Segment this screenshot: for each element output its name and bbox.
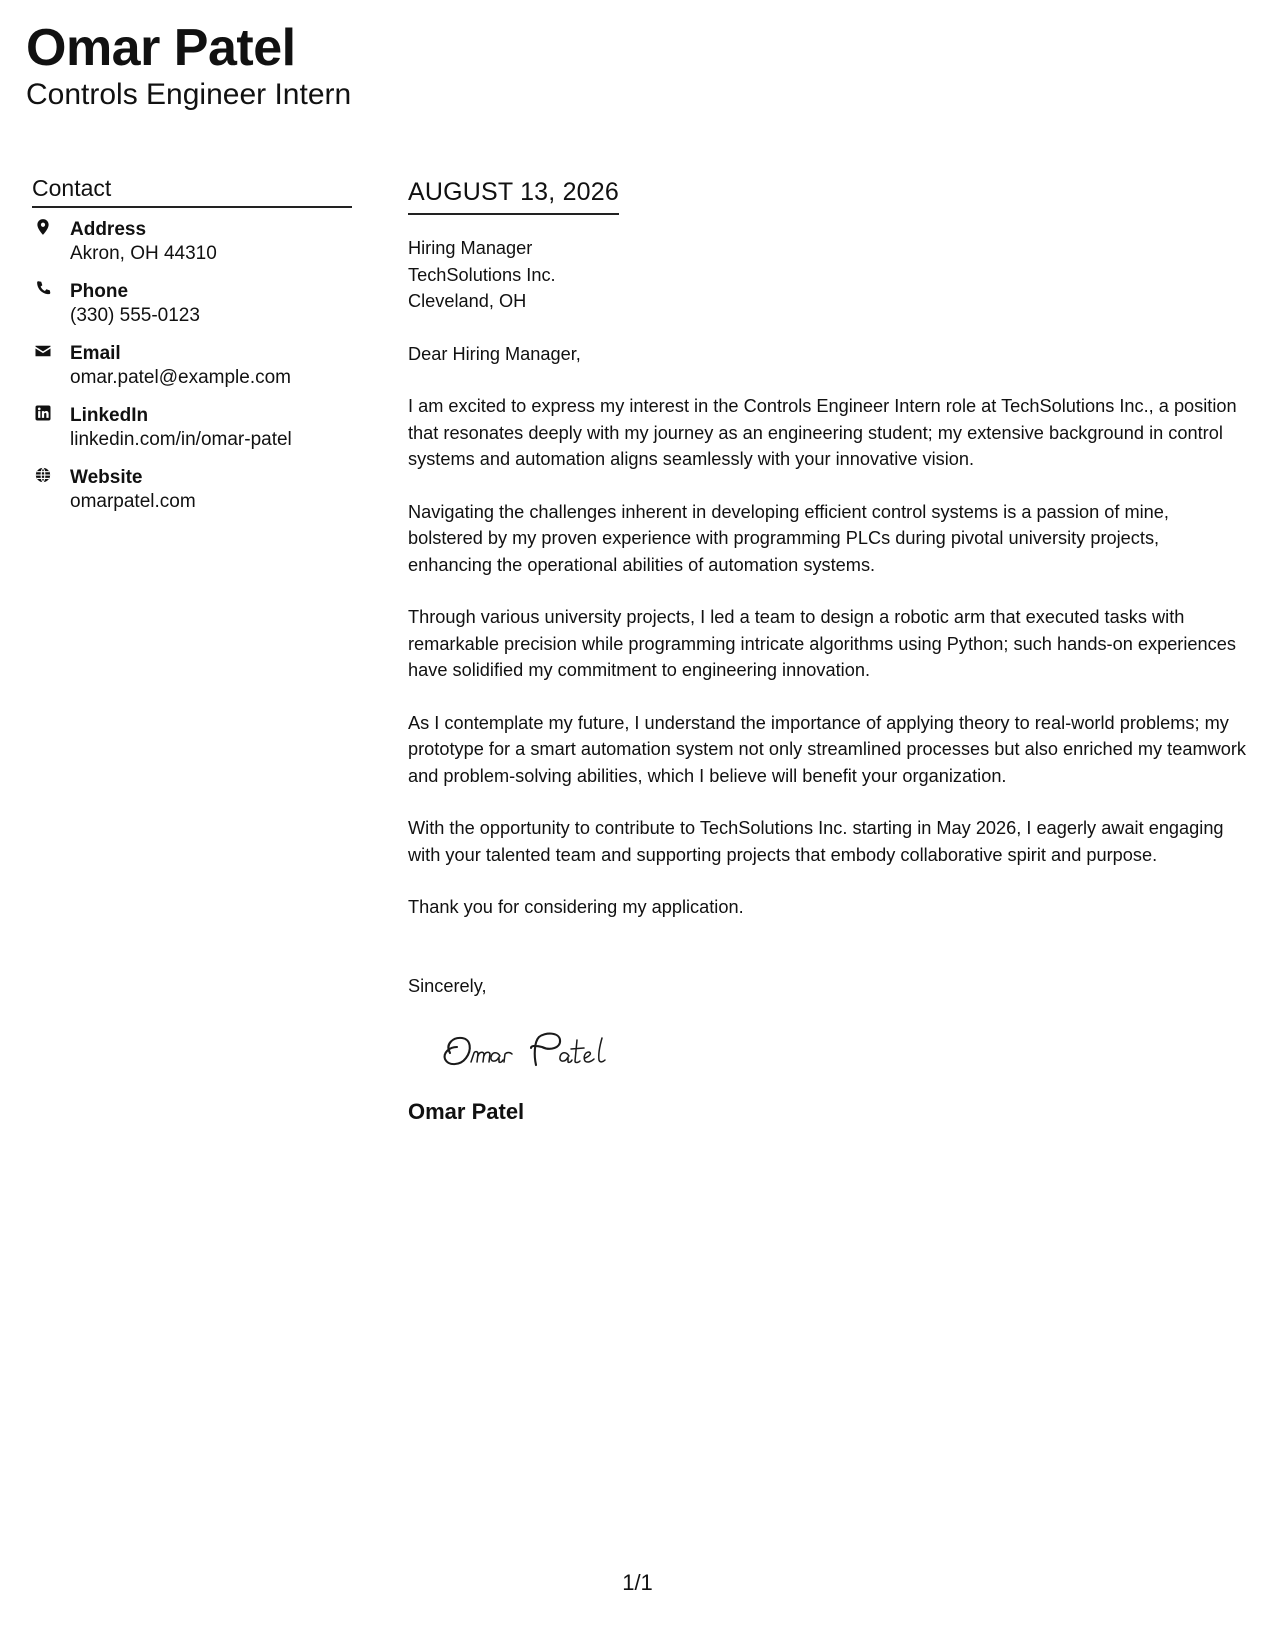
letter-paragraph: As I contemplate my future, I understand the importance of applying theory to real-world problems; my prototype for a smart automation system not only streamlined processes but also enriched my teamwork and problem-solving abilities, which I believe will benefit your organization. [408, 712, 1247, 786]
contact-item-website [32, 466, 352, 514]
contact-sidebar [32, 177, 352, 528]
contact-item-address [32, 218, 352, 266]
contact-label: LinkedIn [70, 405, 149, 426]
recipient-block [408, 235, 1248, 315]
letter-paragraph: With the opportunity to contribute to TechSolutions Inc. starting in May 2026, I eagerly await engaging with your talented team and supporting projects that embody collaborative spirit and purpose. [408, 818, 1224, 865]
phone-icon [34, 280, 52, 298]
closing: Sincerely, [408, 975, 487, 996]
salutation: Dear Hiring Manager, [408, 343, 581, 364]
contact-heading: Contact [32, 177, 352, 208]
contact-label: Email [70, 343, 121, 364]
signer-name: Omar Patel [408, 1099, 525, 1124]
contact-item-email [32, 342, 352, 390]
linkedin-link[interactable]: linkedin.com/in/omar-patel [70, 429, 292, 450]
contact-label: Website [70, 467, 143, 488]
applicant-name: Omar Patel [26, 19, 296, 77]
letter-paragraph: Navigating the challenges inherent in developing efficient control systems is a passion of mine, bolstered by my proven experience with programming PLCs during pivotal university projects, enhancing the operational abilities of automation systems. [408, 501, 1169, 575]
page-number: 1/1 [622, 1570, 653, 1595]
email-link[interactable]: omar.patel@example.com [70, 367, 291, 388]
contact-item-linkedin [32, 404, 352, 452]
header [26, 19, 352, 111]
contact-label: Address [70, 219, 147, 240]
letter-date: AUGUST 13, 2026 [408, 180, 619, 215]
letter-paragraph: I am excited to express my interest in the Controls Engineer Intern role at TechSolutions Inc., a position that resonates deeply with my journey as an engineering student; my extensive background in control systems and automation aligns seamlessly with your innovative vision. [408, 396, 1237, 469]
contact-label: Phone [70, 281, 129, 302]
recipient-line: TechSolutions Inc. [408, 264, 556, 285]
contact-item-phone [32, 280, 352, 328]
globe-icon [34, 466, 52, 484]
phone-value[interactable]: (330) 555-0123 [70, 305, 200, 326]
location-pin-icon [34, 218, 52, 236]
address-value: Akron, OH 44310 [70, 243, 217, 264]
linkedin-icon [34, 404, 52, 422]
website-link[interactable]: omarpatel.com [70, 491, 196, 512]
letter-paragraph: Thank you for considering my application. [408, 897, 744, 917]
handwritten-signature [436, 1025, 1248, 1079]
letter-body [408, 180, 1248, 1126]
letter-paragraph: Through various university projects, I led a team to design a robotic arm that executed tasks with remarkable precision while programming intricate algorithms using Python; such hands-on experiences have solidified my commitment to engineering innovation. [408, 607, 1236, 680]
recipient-line: Hiring Manager [408, 238, 533, 258]
recipient-line: Cleveland, OH [408, 291, 527, 311]
envelope-icon [34, 342, 52, 360]
applicant-title: Controls Engineer Intern [26, 78, 352, 111]
